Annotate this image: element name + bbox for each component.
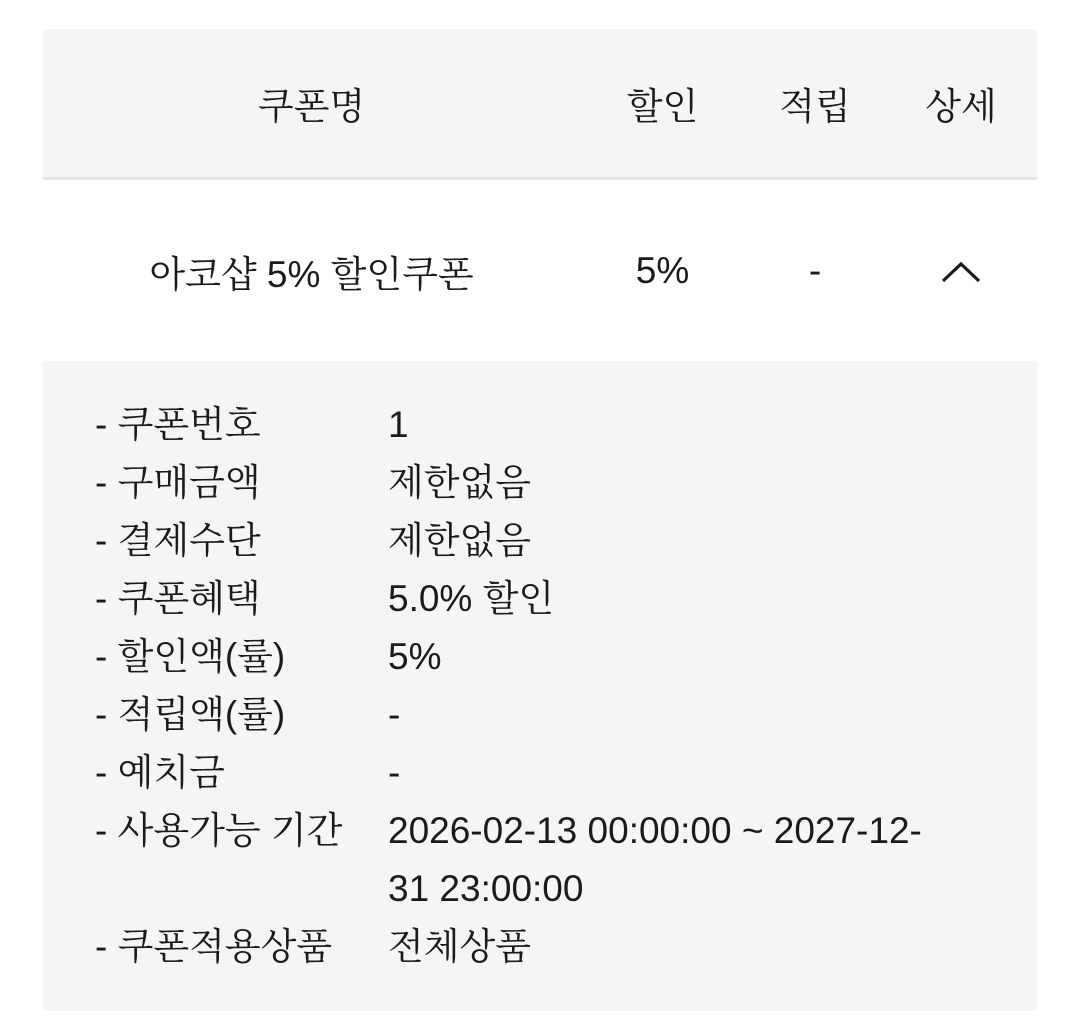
detail-label: - 쿠폰적용상품: [95, 926, 333, 967]
detail-value: -: [388, 752, 401, 793]
detail-row-discount-rate: [95, 628, 992, 686]
detail-label: - 사용가능 기간: [95, 810, 343, 851]
detail-label: - 결제수단: [95, 520, 261, 561]
detail-row-purchase-amount: [95, 454, 992, 512]
detail-value: 1: [388, 404, 409, 445]
detail-row-valid-period: [95, 802, 992, 918]
detail-value: 제한없음: [388, 520, 531, 561]
coupon-row[interactable]: [43, 180, 1037, 361]
detail-value: 5%: [388, 636, 442, 677]
detail-row-deposit: [95, 744, 992, 802]
detail-row-payment-method: [95, 512, 992, 570]
detail-value: -: [388, 694, 401, 735]
coupon-detail-cell: [885, 250, 1037, 292]
column-header-points: 적립: [779, 86, 851, 127]
detail-value: 5.0% 할인: [388, 578, 555, 619]
detail-label: - 쿠폰혜택: [95, 578, 261, 619]
coupon-table: [43, 29, 1037, 1011]
column-header-discount: 할인: [626, 86, 699, 127]
coupon-detail-panel: [43, 361, 1037, 1011]
coupon-points: -: [808, 249, 822, 291]
coupon-name: 아코샵 5% 할인쿠폰: [149, 253, 474, 295]
collapse-detail-button[interactable]: [940, 260, 982, 285]
detail-row-coupon-benefit: [95, 570, 992, 628]
detail-row-points-rate: [95, 686, 992, 744]
detail-value: 제한없음: [388, 462, 531, 503]
detail-label: - 할인액(률): [95, 636, 286, 677]
column-header-detail: 상세: [925, 86, 997, 127]
detail-label: - 구매금액: [95, 462, 261, 503]
detail-label: - 쿠폰번호: [95, 404, 261, 445]
coupon-discount: 5%: [635, 249, 690, 291]
detail-value: 전체상품: [388, 926, 531, 967]
detail-row-coupon-number: [95, 396, 992, 454]
chevron-up-icon: [940, 260, 982, 285]
column-header-coupon-name: 쿠폰명: [257, 86, 366, 127]
detail-label: - 적립액(률): [95, 694, 286, 735]
detail-value: 2026-02-13 00:00:00 ~ 2027-12-31 23:00:00: [388, 810, 922, 909]
detail-row-applicable-products: [95, 918, 992, 976]
detail-label: - 예치금: [95, 752, 225, 793]
coupon-table-header: [43, 29, 1037, 180]
